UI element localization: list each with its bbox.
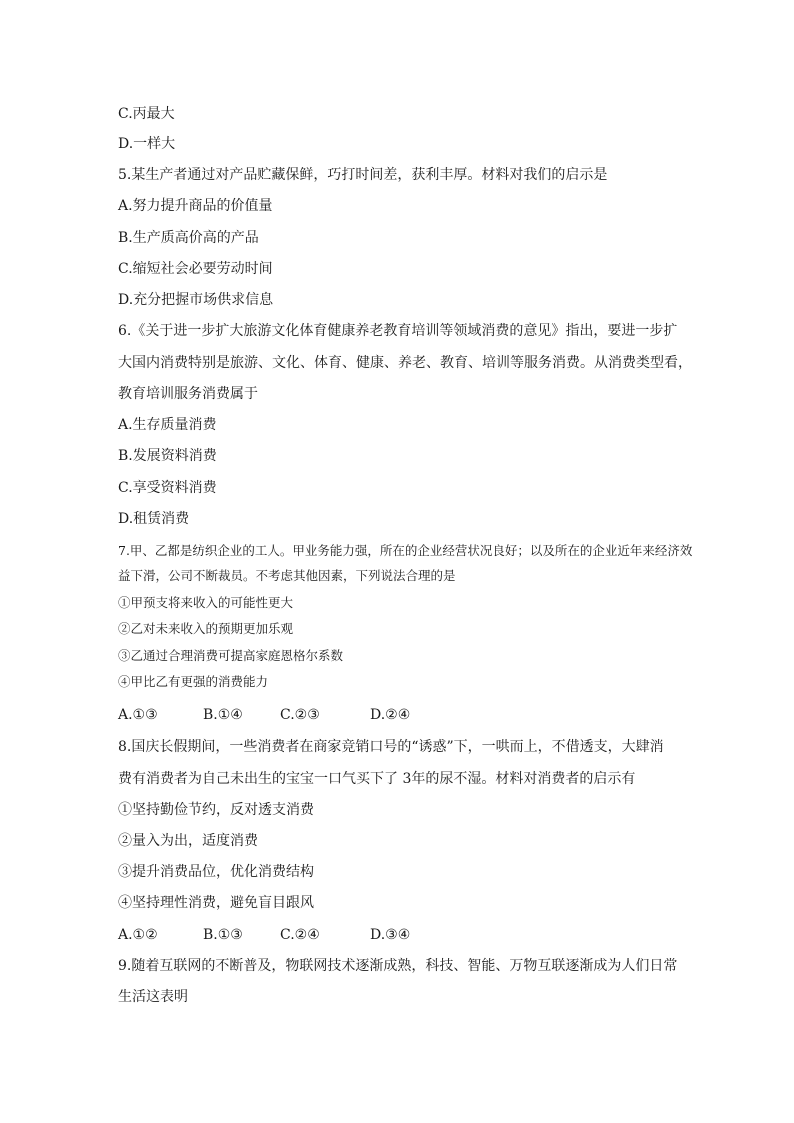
q6-stem-line1: 6.《关于进一步扩大旅游文化体育健康养老教育培训等领域消费的意见》指出，要进一步扩 [118,323,678,339]
q7-statement-4: ④甲比乙有更强的消费能力 [118,674,269,689]
q8-option-b: B.①③ [203,927,243,943]
q7-statement-2: ②乙对未来收入的预期更加乐观 [118,621,294,636]
q5-option-c: C.缩短社会必要劳动时间 [118,261,273,277]
q5-option-a: A.努力提升商品的价值量 [118,198,273,214]
q7-option-a: A.①③ [118,707,158,723]
q4-option-d: D.一样大 [118,136,176,152]
q6-option-b: B.发展资料消费 [118,448,217,464]
q7-statement-3: ③乙通过合理消费可提高家庭恩格尔系数 [118,648,344,663]
q6-stem-line3: 教育培训服务消费属于 [118,386,258,402]
q7-stem-line1: 7.甲、乙都是纺织企业的工人。甲业务能力强，所在的企业经营状况良好；以及所在的企业近年来经济效 [118,543,693,558]
q5-stem: 5.某生产者通过对产品贮藏保鲜，巧打时间差，获利丰厚。材料对我们的启示是 [118,167,608,183]
q9-stem-line1: 9.随着互联网的不断普及，物联网技术逐渐成熟，科技、智能、万物互联逐渐成为人们日常 [118,958,678,974]
q4-option-c: C.丙最大 [118,106,175,122]
q6-option-c: C.享受资料消费 [118,480,217,496]
q8-option-d: D.③④ [370,927,411,943]
q7-option-c: C.②③ [280,707,320,723]
q8-statement-3: ③提升消费品位，优化消费结构 [118,864,314,880]
q6-stem-line2: 大国内消费特别是旅游、文化、体育、健康、养老、教育、培训等服务消费。从消费类型看， [118,355,692,371]
q6-option-a: A.生存质量消费 [118,417,217,433]
q5-option-b: B.生产质高价高的产品 [118,230,259,246]
q9-stem-line2: 生活这表明 [118,989,188,1005]
q8-option-a: A.①② [118,927,158,943]
q7-option-b: B.①④ [203,707,243,723]
q8-option-c: C.②④ [280,927,320,943]
q5-option-d: D.充分把握市场供求信息 [118,292,274,308]
q8-stem-line1: 8.国庆长假期间，一些消费者在商家竞销口号的“诱惑”下，一哄而上，不借透支，大肆消 [118,739,664,755]
q7-stem-line2: 益下滑，公司不断裁员。不考虑其他因素，下列说法合理的是 [118,568,456,583]
q7-statement-1: ①甲预支将来收入的可能性更大 [118,595,294,610]
q8-stem-line2: 费有消费者为自己未出生的宝宝一口气买下了 3年的尿不湿。材料对消费者的启示有 [118,771,636,787]
q6-option-d: D.租赁消费 [118,511,190,527]
q7-option-d: D.②④ [370,707,411,723]
q8-statement-2: ②量入为出，适度消费 [118,833,258,849]
q8-statement-4: ④坚持理性消费，避免盲目跟风 [118,895,314,911]
q8-statement-1: ①坚持勤俭节约，反对透支消费 [118,802,314,818]
